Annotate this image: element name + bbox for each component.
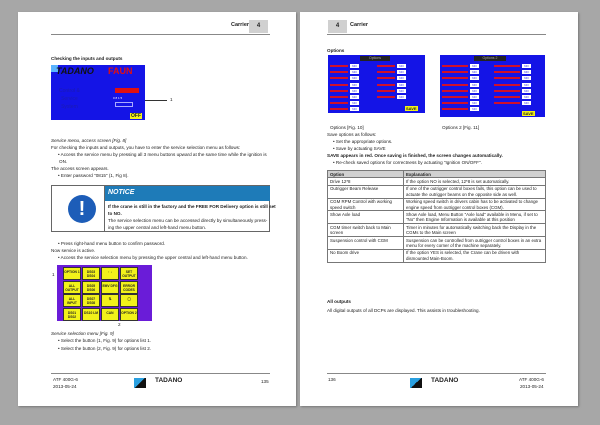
options-table — [327, 170, 546, 263]
footer-model: ATF 400G-6 — [53, 377, 78, 382]
option-label — [442, 108, 468, 110]
option-value[interactable]: NO — [350, 70, 359, 74]
fig9-caption: Service selection menu [Fig. 9] — [51, 331, 114, 336]
service-menu-button[interactable]: ALL INPUT — [63, 294, 81, 307]
service-menu-button[interactable]: ▢ — [120, 294, 138, 307]
notice-title: NOTICE — [108, 189, 135, 196]
tadano-logo-icon — [410, 378, 422, 388]
option-label — [330, 84, 348, 86]
column-header: Explanation — [404, 171, 546, 178]
left-page — [18, 12, 296, 406]
service-menu-button[interactable]: DS10 LM — [82, 308, 100, 321]
page-number: 136 — [328, 377, 336, 382]
option-label — [377, 90, 395, 92]
service-menu-figure — [57, 265, 152, 321]
explanation-cell: Timer in minutes for automatically switching back the Display in the CGMs to the Main screen — [404, 224, 546, 237]
option-value[interactable]: NO — [470, 64, 479, 68]
option-value[interactable]: NO — [397, 95, 406, 99]
option-cell: Show Axle load — [328, 211, 404, 224]
options-screen-figure — [328, 55, 425, 113]
option-label — [442, 90, 468, 92]
fig11-caption: Options 2 [Fig. 11] — [442, 125, 480, 130]
text: All digital outputs of all DCPs are displayed. This assists in troubleshooting. — [327, 308, 480, 313]
option-label — [377, 71, 395, 73]
callout-1: 1 — [52, 272, 55, 277]
service-menu-button[interactable]: DS05 DS06 — [82, 281, 100, 294]
service-menu-button[interactable]: SET OUTPUT — [120, 267, 138, 280]
screen-title: Options — [360, 56, 390, 61]
explanation-cell: Show Axle load, Menu Button "Axle load" available in Menu, if set to "No" then Engine Information is available at this position — [404, 211, 546, 224]
heading: All outputs — [327, 299, 351, 304]
option-value[interactable]: NO — [397, 64, 406, 68]
footer-logo-text: TADANO — [155, 377, 183, 384]
footer-model: ATF 400G-6 — [519, 377, 544, 382]
bullet: • Select the button (2, Fig. 9) for options list 2. — [58, 346, 152, 351]
option-label — [442, 96, 468, 98]
table-row — [328, 249, 546, 262]
tadano-logo-icon — [134, 378, 146, 388]
table-row — [328, 185, 546, 198]
option-value[interactable]: NO — [470, 101, 479, 105]
table-row — [328, 198, 546, 211]
options2-screen-figure — [440, 55, 545, 117]
service-menu-button[interactable]: CAN — [101, 308, 119, 321]
option-cell: Outrigger Beam Release — [328, 185, 404, 198]
option-value[interactable]: NO — [470, 95, 479, 99]
option-value[interactable]: NO — [470, 107, 479, 111]
option-cell: CGM RPM Control with working speed switch — [328, 198, 404, 211]
heading: Options — [327, 48, 345, 53]
service-menu-button[interactable]: DS01 DS02 — [63, 308, 81, 321]
option-value[interactable]: NO — [470, 83, 479, 87]
option-label — [442, 71, 468, 73]
option-label — [442, 77, 468, 79]
notice-box — [51, 185, 276, 232]
option-value[interactable]: NO — [397, 76, 406, 80]
explanation-cell: If one of the outrigger control boxes fails, this option can be used to actuate the outrigger beams on the opposite side as well. — [404, 185, 546, 198]
option-label — [377, 65, 395, 67]
service-menu-button[interactable]: OPTION 1 — [63, 267, 81, 280]
option-value[interactable]: NO — [470, 89, 479, 93]
option-value[interactable]: NO — [350, 107, 359, 111]
option-label — [442, 84, 468, 86]
bullet: • Enter password "0815" (1, Fig 8). — [58, 173, 129, 178]
text: Now service is active. — [51, 248, 96, 253]
option-label — [377, 84, 395, 86]
off-button[interactable]: OFF — [131, 113, 141, 119]
explanation-cell: Suspension can be controlled from outrigger control boxes in an extra menu for every corner of the machine separately. — [404, 237, 546, 250]
option-value[interactable]: NO — [350, 64, 359, 68]
option-label — [442, 102, 468, 104]
option-cell: Drive 12*8 — [328, 178, 404, 185]
option-value[interactable]: NO — [470, 70, 479, 74]
bullet: • Re-check saved options for correctness by actuating "Ignition ON/OFF". — [333, 160, 482, 165]
option-value[interactable]: NO — [522, 89, 531, 93]
intro-text: For checking the inputs and outputs, you have to enter the service selection menu as follows: — [51, 145, 241, 150]
option-value[interactable]: NO — [522, 95, 531, 99]
service-menu-button[interactable]: EMV DFG — [101, 281, 119, 294]
option-label — [330, 90, 348, 92]
notice-bold: to NO. — [108, 211, 122, 216]
bullet-cont: ON. — [59, 159, 68, 164]
option-value[interactable]: NO — [522, 76, 531, 80]
notice-bold: If the crane is still in the factory and the FREE FOR Delivery option is still set — [108, 204, 276, 209]
option-value[interactable]: NO — [522, 64, 531, 68]
chapter-number: 4 — [249, 20, 268, 33]
service-menu-button[interactable]: DS07 DS08 — [82, 294, 100, 307]
save-button[interactable]: SAVE — [406, 106, 417, 111]
option-label — [330, 96, 348, 98]
brand-tadano: TADANO — [56, 66, 94, 76]
fig8-caption: Service menu, access screen [Fig. 8] — [51, 138, 127, 143]
access-screen-figure — [51, 65, 145, 120]
option-label — [377, 77, 395, 79]
option-label — [442, 65, 468, 67]
option-cell: CGM timer switch back to Main screen — [328, 224, 404, 237]
option-label — [330, 108, 348, 110]
option-label — [494, 71, 520, 73]
table-row — [328, 178, 546, 185]
option-label — [330, 65, 348, 67]
option-value[interactable]: NO — [397, 89, 406, 93]
service-menu-button[interactable]: ⇅ — [101, 294, 119, 307]
chapter-number: 4 — [328, 20, 347, 33]
bullet: • Select the button (1, Fig. 9) for options list 1. — [58, 338, 152, 343]
table-row — [328, 237, 546, 250]
option-label — [330, 71, 348, 73]
option-value[interactable]: NO — [350, 76, 359, 80]
option-value[interactable]: NO — [470, 76, 479, 80]
option-label — [494, 96, 520, 98]
service-menu-button[interactable]: OPTION 2 — [120, 308, 138, 321]
explanation-cell: Working speed switch in drivers cabin has to be activated to change engine speed from outrigger control boxes (CGM). — [404, 198, 546, 211]
option-value[interactable]: NO — [350, 89, 359, 93]
table-row — [328, 224, 546, 237]
service-menu-button[interactable]: ERROR CODES — [120, 281, 138, 294]
screen-title: Options 2 — [474, 56, 506, 61]
warning-icon: ! — [68, 195, 96, 223]
option-label — [330, 102, 348, 104]
option-value[interactable]: NO — [522, 83, 531, 87]
option-value[interactable]: NO — [522, 70, 531, 74]
option-cell: No Boom drive — [328, 249, 404, 262]
option-label — [494, 102, 520, 104]
option-value[interactable]: NO — [522, 101, 531, 105]
service-menu-button[interactable]: DS03 DS04 — [82, 267, 100, 280]
brand-faun: FAUN — [108, 66, 133, 76]
screen-title: Control & Service System — [59, 88, 80, 110]
option-label — [330, 77, 348, 79]
service-menu-button[interactable]: ↑ ↓ — [101, 267, 119, 280]
option-value[interactable]: NO — [397, 83, 406, 87]
fig10-caption: Options [Fig. 10] — [330, 125, 364, 130]
option-cell: Suspension control with CGM — [328, 237, 404, 250]
bold-note: SAVE appears in red. Once saving is finished, the screen changes automatically. — [327, 153, 503, 158]
text: Save options as follows: — [327, 132, 377, 137]
option-value[interactable]: NO — [350, 83, 359, 87]
option-label — [494, 84, 520, 86]
option-label — [377, 96, 395, 98]
footer-date: 2013-05-24 — [520, 384, 544, 389]
bullet: • Save by actuating SAVE — [333, 146, 386, 151]
bullet: • Press right-hand menu button to confirm password. — [58, 241, 166, 246]
option-value[interactable]: NO — [397, 70, 406, 74]
bullet: • Access the service selection menu by pressing the upper central and left-hand menu button. — [58, 255, 248, 260]
footer-date: 2013-05-24 — [53, 384, 77, 389]
right-page — [300, 12, 578, 406]
option-value[interactable]: NO — [350, 95, 359, 99]
section-title: Carrier — [231, 22, 250, 28]
option-label — [494, 65, 520, 67]
notice-text: ing the upper central and left-hand menu button. — [108, 225, 207, 230]
text: The access screen appears. — [51, 166, 109, 171]
save-button[interactable]: SAVE — [523, 111, 534, 116]
heading: Checking the inputs and outputs — [51, 56, 123, 61]
bullet: • Set the appropriate options. — [333, 139, 393, 144]
callout-2: 2 — [118, 322, 121, 327]
option-label — [494, 77, 520, 79]
service-menu-button[interactable]: ALL OUTPUT — [63, 281, 81, 294]
password-field[interactable]: 0 8 1 5 — [113, 96, 123, 100]
section-title: Carrier — [350, 22, 369, 28]
option-value[interactable]: NO — [350, 101, 359, 105]
footer-logo-text: TADANO — [431, 377, 459, 384]
notice-text: The service selection menu can be accessed directly by simultaneously press- — [108, 218, 268, 223]
page-number: 135 — [261, 379, 269, 384]
callout-1: 1 — [170, 97, 173, 102]
bullet: • Access the service menu by pressing all 3 menu buttons upward at the same time while the ignition is — [58, 152, 267, 157]
table-row — [328, 211, 546, 224]
option-label — [494, 90, 520, 92]
explanation-cell: If the option YES is selected, the Crane can be driven with dismounted Main-Boom. — [404, 249, 546, 262]
explanation-cell: If the option NO is selected, 12*8 is set automatically. — [404, 178, 546, 185]
column-header: Option — [328, 171, 404, 178]
